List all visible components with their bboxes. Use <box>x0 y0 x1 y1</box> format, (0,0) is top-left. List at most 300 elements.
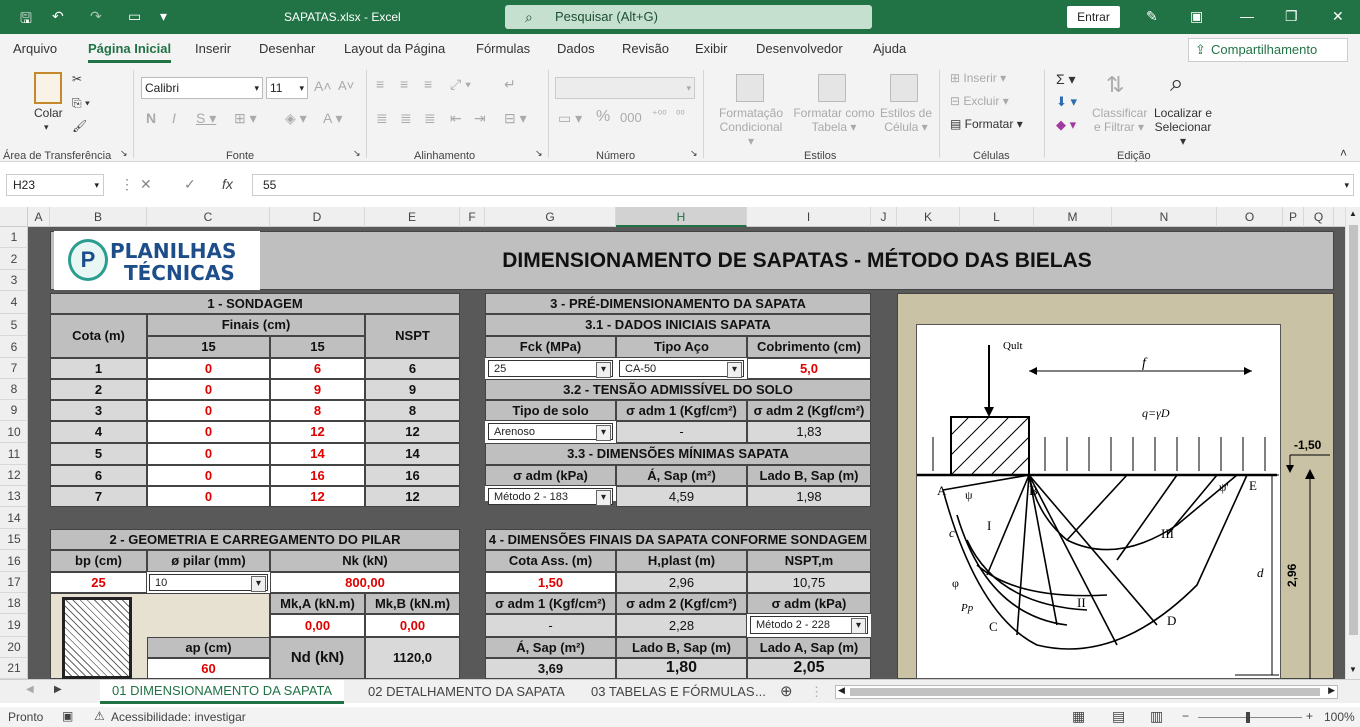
row-header[interactable]: 21 <box>0 658 28 679</box>
row-header[interactable]: 17 <box>0 572 28 593</box>
separator <box>133 70 134 158</box>
title-bar: 🖫 ↶ ↷ ▭ ▾ SAPATAS.xlsx - Excel ⌕ Pesquisar (Alt+G) Entrar ✎ ▣ — ❐ ✕ <box>0 0 1360 34</box>
sheet-frame <box>460 293 485 679</box>
label-E: E <box>1249 478 1257 493</box>
formula-bar-grip-icon: ⋮ <box>120 176 134 192</box>
percent-icon[interactable]: % <box>596 108 611 125</box>
page-title: DIMENSIONAMENTO DE SAPATAS - MÉTODO DAS BIELAS <box>502 248 1092 272</box>
sort-filter-label-2[interactable]: e Filtrar <box>1093 120 1135 134</box>
subsection-header-tensao: 3.2 - TENSÃO ADMISSÍVEL DO SOLO <box>485 379 871 400</box>
font-color-icon[interactable]: A ▾ <box>323 110 343 126</box>
table-cell[interactable]: 4 <box>50 421 147 443</box>
search-box[interactable] <box>505 5 872 29</box>
col-header-nspt-m: NSPT,m <box>747 550 871 572</box>
separator <box>1044 70 1045 158</box>
ap-input[interactable]: 60 <box>147 658 270 679</box>
col-header-mka: Mk,A (kN.m) <box>270 593 365 614</box>
label-c: c <box>949 525 955 540</box>
cell-styles-label[interactable]: Estilos de <box>879 106 933 120</box>
tab-desenhar[interactable]: Desenhar <box>259 41 316 56</box>
sheet-frame <box>1334 227 1345 679</box>
table-cell[interactable]: 0 <box>147 358 270 379</box>
cut-icon[interactable]: ✂ <box>72 72 83 86</box>
ribbon-display-icon[interactable]: ▣ <box>1190 8 1204 24</box>
touch-mode-icon[interactable]: ▭ <box>128 8 142 24</box>
label-height: 2,96 <box>1285 563 1299 587</box>
row-header[interactable]: 16 <box>0 550 28 572</box>
column-header[interactable]: G <box>485 207 616 227</box>
col-header-cota: Cota (m) <box>50 314 147 358</box>
sadm1-value: - <box>616 421 747 443</box>
paste-button[interactable]: Colar <box>34 106 63 120</box>
table-cell[interactable]: 14 <box>270 443 365 465</box>
column-header[interactable]: B <box>50 207 147 227</box>
formula-bar <box>0 170 1360 200</box>
lado-b2-value: 1,80 <box>616 658 747 679</box>
column-header[interactable]: J <box>871 207 897 227</box>
pen-icon[interactable]: ✎ <box>1146 8 1158 24</box>
col-header-area: Á, Sap (m²) <box>616 465 747 486</box>
row-headers <box>0 227 28 679</box>
column-header[interactable]: F <box>460 207 485 227</box>
search-placeholder: Pesquisar (Alt+G) <box>555 9 658 24</box>
decrease-font-icon[interactable]: A˅ <box>338 78 355 93</box>
format-as-table-icon[interactable] <box>818 74 846 102</box>
col-header-sadm-kpa: σ adm (kPa) <box>485 465 616 486</box>
undo-icon[interactable]: ↶ <box>52 8 64 24</box>
row-header[interactable]: 6 <box>0 336 28 358</box>
column-header[interactable]: D <box>270 207 365 227</box>
conditional-format-label[interactable]: Formatação <box>719 106 784 120</box>
scroll-down-icon[interactable]: ▼ <box>1349 665 1357 674</box>
col-header-lado-a: Lado A, Sap (m) <box>747 637 871 658</box>
column-header[interactable]: M <box>1034 207 1112 227</box>
insert-cells-icon: ⊞ <box>950 71 964 85</box>
table-cell[interactable]: 6 <box>50 465 147 486</box>
col-header-finais: Finais (cm) <box>147 314 365 336</box>
cell-styles-label-2[interactable]: Célula <box>884 120 919 134</box>
table-cell[interactable]: 0 <box>147 421 270 443</box>
logo-text-2: TÉCNICAS <box>124 261 235 285</box>
share-button[interactable] <box>1188 38 1348 62</box>
indent-increase-icon[interactable]: ⇥ <box>474 110 486 126</box>
row-header[interactable]: 8 <box>0 379 28 400</box>
number-format-select[interactable]: ▾ <box>555 77 695 99</box>
bp-input[interactable]: 25 <box>50 572 147 593</box>
col-header-15b: 15 <box>270 336 365 358</box>
subsection-header-dim-min: 3.3 - DIMENSÕES MÍNIMAS SAPATA <box>485 443 871 465</box>
col-header-cota-ass: Cota Ass. (m) <box>485 550 616 572</box>
column-header[interactable]: P <box>1283 207 1304 227</box>
zoom-level[interactable]: 100% <box>1324 710 1355 724</box>
sadm2b-value: 2,28 <box>616 614 747 637</box>
align-bottom-icon[interactable]: ≡ <box>424 76 433 92</box>
table-cell[interactable]: 9 <box>270 379 365 400</box>
more-sheets[interactable]: ... <box>755 684 766 699</box>
table-cell[interactable]: 0 <box>147 379 270 400</box>
row-header[interactable]: 19 <box>0 614 28 637</box>
status-bar <box>0 707 1360 727</box>
label-D: D <box>1167 613 1177 628</box>
find-select-label-2[interactable]: Selecionar <box>1154 120 1212 134</box>
tab-dados[interactable]: Dados <box>557 41 595 56</box>
label-q: q=γD <box>1142 406 1170 420</box>
column-header[interactable]: Q <box>1304 207 1334 227</box>
row-header[interactable]: 5 <box>0 314 28 336</box>
area-value: 4,59 <box>616 486 747 507</box>
lado-a-value: 2,05 <box>747 658 871 679</box>
section-header-geometria: 2 - GEOMETRIA E CARREGAMENTO DO PILAR <box>50 529 460 550</box>
column-header[interactable]: K <box>897 207 960 227</box>
section-header-pre-dim: 3 - PRÉ-DIMENSIONAMENTO DA SAPATA <box>485 293 871 314</box>
column-header[interactable]: O <box>1217 207 1283 227</box>
section-header-sondagem: 1 - SONDAGEM <box>50 293 460 314</box>
accounting-icon[interactable]: ▭ ▾ <box>558 110 583 126</box>
tab-pagina-inicial[interactable]: Página Inicial <box>88 41 172 56</box>
formula-value: 55 <box>263 178 277 192</box>
hscroll-thumb[interactable] <box>850 688 1320 696</box>
find-select-icon[interactable]: ⌕ <box>1170 70 1184 97</box>
align-left-icon[interactable]: ≣ <box>376 110 388 126</box>
format-painter-icon[interactable]: 🖌 <box>72 119 88 133</box>
autosum-icon[interactable]: Σ ▾ <box>1056 71 1076 87</box>
ribbon: Colar ▾ ✂ ⎘ ▾ 🖌 Área de Transferência ↘ Calibri ▾ 11 ▾ A˄ A˅ N I S ▾ ⊞ ▾ ◈ ▾ A ▾ Fonte ↘ ≡ ≡ ≡ ⤢ ▾ ↵ ≣ ≣ ≣ ⇤ ⇥ ⊟ ▾ Alinhamento ↘ ▾ ▭ ▾ % 000 ⁺⁰⁰ ⁰⁰ Número ↘ Formatação Condicional ▾ Formatar como Tabela ▾ Estilos de Célula ▾ Estilos ⊞ Inserir ▾ ⊟ Excluir ▾ ▤ Formatar ▾ Células Σ ▾ ⬇ ▾ ◆ ▾ ⇅ Classificar e Filtrar ▾ ⌕ Localizar e Selecionar ▾ Edição ˄ <box>0 64 1360 162</box>
column-headers <box>0 207 1345 227</box>
conditional-format-label-2[interactable]: Condicional <box>719 120 783 134</box>
scroll-right-icon[interactable]: ▶ <box>1328 685 1335 695</box>
cobrimento-input[interactable]: 5,0 <box>747 358 871 379</box>
table-cell[interactable]: 2 <box>50 379 147 400</box>
table-cell[interactable]: 12 <box>270 421 365 443</box>
sheet-frame <box>28 227 50 679</box>
normal-view-icon[interactable]: ▦ <box>1072 708 1086 724</box>
table-cell[interactable]: 9 <box>365 379 460 400</box>
label-B: B <box>1029 483 1038 498</box>
alignment-group-label: Alinhamento <box>414 150 476 162</box>
depth-dimension-svg <box>1282 427 1334 679</box>
tipo-solo-select[interactable]: Arenoso ▾ <box>488 423 613 440</box>
copy-icon[interactable]: ⎘ ▾ <box>72 96 90 110</box>
nk-input[interactable]: 800,00 <box>270 572 460 593</box>
col-header-mkb: Mk,B (kN.m) <box>365 593 460 614</box>
alignment-launcher-icon[interactable]: ↘ <box>535 148 543 158</box>
tab-ajuda[interactable]: Ajuda <box>873 41 907 56</box>
col-header-sadm1: σ adm 1 (Kgf/cm²) <box>616 400 747 421</box>
align-middle-icon[interactable]: ≡ <box>400 76 409 92</box>
column-header[interactable]: N <box>1112 207 1217 227</box>
vertical-scrollbar[interactable] <box>1345 207 1360 679</box>
col-header-aco: Tipo Aço <box>616 336 747 358</box>
cells-group-label: Células <box>973 150 1010 162</box>
status-ready: Pronto <box>8 710 44 724</box>
font-name-value: Calibri <box>145 81 180 95</box>
column-header[interactable]: I <box>747 207 871 227</box>
font-launcher-icon[interactable]: ↘ <box>353 148 361 158</box>
worksheet-grid[interactable] <box>28 227 1345 679</box>
tab-splitter-icon[interactable]: ⋮ <box>810 684 823 699</box>
fck-select[interactable]: 25 ▾ <box>488 360 613 377</box>
tab-exibir[interactable]: Exibir <box>695 41 728 56</box>
minimize-icon[interactable]: — <box>1240 8 1254 24</box>
paste-dropdown-icon[interactable]: ▾ <box>44 122 49 132</box>
sort-filter-icon[interactable]: ⇅ <box>1106 72 1125 97</box>
label-d: d <box>1257 565 1264 580</box>
label-pp: Pp <box>961 602 974 614</box>
fill-icon[interactable]: ⬇ ▾ <box>1056 94 1078 109</box>
align-top-icon[interactable]: ≡ <box>376 76 385 92</box>
accessibility-icon[interactable]: ⚠ <box>94 709 105 723</box>
label-phi: φ <box>952 576 959 590</box>
paste-icon[interactable] <box>34 72 62 104</box>
nspt-m-value: 10,75 <box>747 572 871 593</box>
select-all-corner[interactable] <box>0 207 28 227</box>
phi-select[interactable]: 10 ▾ <box>149 574 268 591</box>
font-group-label: Fonte <box>226 150 255 162</box>
table-cell[interactable]: 6 <box>270 358 365 379</box>
table-cell[interactable]: 8 <box>365 400 460 421</box>
sheet-frame <box>871 293 897 679</box>
row-header[interactable]: 20 <box>0 637 28 658</box>
row-header[interactable]: 2 <box>0 248 28 270</box>
row-header[interactable]: 4 <box>0 291 28 314</box>
label-qult: Qult <box>1003 340 1023 352</box>
macro-record-icon[interactable]: ▣ <box>62 709 74 723</box>
table-cell[interactable]: 5 <box>50 443 147 465</box>
aco-select[interactable]: CA-50 ▾ <box>619 360 744 377</box>
row-header[interactable]: 9 <box>0 400 28 421</box>
insert-cells-button[interactable]: Inserir <box>963 71 997 85</box>
col-header-area-b: Á, Sap (m²) <box>485 637 616 658</box>
font-size-value: 11 <box>270 81 283 95</box>
zoom-in-icon[interactable]: + <box>1306 709 1314 723</box>
area-b-value: 3,69 <box>485 658 616 679</box>
row-header[interactable]: 7 <box>0 358 28 379</box>
row-header[interactable]: 13 <box>0 486 28 507</box>
wrap-text-icon[interactable]: ↵ <box>504 76 516 92</box>
separator <box>939 70 940 158</box>
number-launcher-icon[interactable]: ↘ <box>690 148 698 158</box>
table-cell[interactable]: 0 <box>147 400 270 421</box>
label-f: f <box>1142 356 1146 371</box>
comma-style-icon[interactable]: 000 <box>620 110 642 125</box>
column-header[interactable]: H <box>616 207 747 227</box>
col-header-cob: Cobrimento (cm) <box>747 336 871 358</box>
table-cell[interactable]: 12 <box>270 486 365 507</box>
separator <box>366 70 367 158</box>
row-header[interactable]: 12 <box>0 465 28 486</box>
pillar-section-drawing <box>62 597 132 679</box>
ribbon-tabs <box>0 34 1360 64</box>
label-C: C <box>989 619 998 634</box>
table-cell[interactable]: 14 <box>365 443 460 465</box>
tab-revisao[interactable]: Revisão <box>622 41 669 56</box>
page-layout-view-icon[interactable]: ▤ <box>1112 708 1126 724</box>
app-name: Excel <box>371 10 401 24</box>
label-A: A <box>937 483 947 498</box>
scroll-thumb[interactable] <box>1349 225 1358 635</box>
close-icon[interactable]: ✕ <box>1332 8 1344 24</box>
increase-decimal-icon[interactable]: ⁺⁰⁰ <box>652 109 667 121</box>
col-header-sadm-kpa-b: σ adm (kPa) <box>747 593 871 614</box>
col-header-sadm2b: σ adm 2 (Kgf/cm²) <box>616 593 747 614</box>
table-cell[interactable]: 12 <box>365 421 460 443</box>
tab-formulas[interactable]: Fórmulas <box>476 41 531 56</box>
format-cells-button[interactable]: Formatar <box>964 117 1014 131</box>
table-cell[interactable]: 3 <box>50 400 147 421</box>
column-header[interactable]: C <box>147 207 270 227</box>
clipboard-launcher-icon[interactable]: ↘ <box>120 148 128 158</box>
share-icon: ⇪ <box>1195 42 1206 57</box>
col-header-nk: Nk (kN) <box>270 550 460 572</box>
cancel-entry-icon[interactable]: ✕ <box>140 176 152 192</box>
indent-decrease-icon[interactable]: ⇤ <box>450 110 462 126</box>
col-header-15a: 15 <box>147 336 270 358</box>
tab-inserir[interactable]: Inserir <box>195 41 232 56</box>
col-header-lado-b2: Lado B, Sap (m) <box>616 637 747 658</box>
hplast-value: 2,96 <box>616 572 747 593</box>
column-header[interactable]: E <box>365 207 460 227</box>
borders-icon[interactable]: ⊞ ▾ <box>234 110 257 126</box>
col-header-phi: ø pilar (mm) <box>147 550 270 572</box>
table-cell[interactable]: 7 <box>50 486 147 507</box>
col-header-fck: Fck (MPa) <box>485 336 616 358</box>
zoom-slider[interactable] <box>1198 717 1302 718</box>
redo-icon[interactable]: ↷ <box>90 8 102 24</box>
zoom-out-icon[interactable]: − <box>1182 709 1190 723</box>
logo <box>54 231 260 290</box>
underline-icon[interactable]: S ▾ <box>196 110 217 126</box>
label-depth: -1,50 <box>1294 438 1322 452</box>
col-header-sadm1b: σ adm 1 (Kgf/cm²) <box>485 593 616 614</box>
tab-desenvolvedor[interactable]: Desenvolvedor <box>756 41 843 56</box>
align-right-icon[interactable]: ≣ <box>424 110 436 126</box>
row-header[interactable]: 11 <box>0 443 28 465</box>
sign-in-button[interactable]: Entrar <box>1067 6 1120 28</box>
format-as-table-label-2[interactable]: Tabela <box>811 120 847 134</box>
row-header[interactable]: 14 <box>0 507 28 529</box>
font-size-select[interactable]: 11 ▾ <box>266 77 308 99</box>
share-label: Compartilhamento <box>1211 42 1318 57</box>
cota-ass-input[interactable]: 1,50 <box>485 572 616 593</box>
next-sheet-icon[interactable]: ▶ <box>54 684 62 695</box>
col-header-ap: ap (cm) <box>147 637 270 658</box>
scroll-left-icon[interactable]: ◀ <box>838 685 845 695</box>
subsection-header-dados: 3.1 - DADOS INICIAIS SAPATA <box>485 314 871 336</box>
table-cell[interactable]: 16 <box>365 465 460 486</box>
col-header-nspt: NSPT <box>365 314 460 358</box>
column-header[interactable]: A <box>28 207 50 227</box>
col-header-sadm2: σ adm 2 (Kgf/cm²) <box>747 400 871 421</box>
file-name: SAPATAS.xlsx <box>284 10 361 24</box>
nd-value: 1120,0 <box>365 637 460 679</box>
col-header-tipo-solo: Tipo de solo <box>485 400 616 421</box>
sheet-tab-bar <box>0 679 1360 703</box>
row-header[interactable]: 10 <box>0 421 28 443</box>
separator <box>703 70 704 158</box>
bearing-diagram-svg <box>917 325 1281 679</box>
table-cell[interactable]: 0 <box>147 443 270 465</box>
clear-icon[interactable]: ◆ ▾ <box>1056 117 1077 132</box>
sadm-method-select[interactable]: Método 2 - 183 ▾ <box>488 488 613 505</box>
name-box[interactable]: H23 ▾ <box>6 174 104 196</box>
table-cell[interactable]: 0 <box>147 486 270 507</box>
col-header-lado-b: Lado B, Sap (m) <box>747 465 871 486</box>
tab-layout[interactable]: Layout da Página <box>344 41 446 56</box>
conditional-format-icon[interactable] <box>736 74 764 102</box>
row-header[interactable]: 18 <box>0 593 28 614</box>
table-cell[interactable]: 16 <box>270 465 365 486</box>
search-icon: ⌕ <box>525 9 533 25</box>
table-cell[interactable]: 0 <box>147 465 270 486</box>
column-header[interactable]: L <box>960 207 1034 227</box>
page-break-view-icon[interactable]: ▥ <box>1150 708 1164 724</box>
mkb-input[interactable]: 0,00 <box>365 614 460 637</box>
cell-styles-icon[interactable] <box>890 74 918 102</box>
label-II: II <box>1077 595 1086 610</box>
col-header-hplast: H,plast (m) <box>616 550 747 572</box>
table-cell[interactable]: 6 <box>365 358 460 379</box>
table-cell[interactable]: 1 <box>50 358 147 379</box>
sadm-method-select-b[interactable]: Método 2 - 228 ▾ <box>750 616 868 634</box>
confirm-entry-icon[interactable]: ✓ <box>184 176 196 192</box>
format-cells-icon: ▤ <box>950 117 965 131</box>
formula-input[interactable]: 55 ▾ <box>252 174 1354 196</box>
accessibility-status[interactable]: Acessibilidade: investigar <box>111 710 246 724</box>
format-as-table-label[interactable]: Formatar como <box>793 106 875 120</box>
align-center-icon[interactable]: ≣ <box>400 110 412 126</box>
add-sheet-icon[interactable]: ⊕ <box>780 683 793 700</box>
table-cell[interactable]: 12 <box>365 486 460 507</box>
col-header-bp: bp (cm) <box>50 550 147 572</box>
tab-sheet-1[interactable]: 01 DIMENSIONAMENTO DA SAPATA <box>100 680 344 704</box>
label-psi: ψ <box>965 488 973 502</box>
merge-center-icon[interactable]: ⊟ ▾ <box>504 110 527 126</box>
delete-cells-icon: ⊟ <box>950 94 964 108</box>
customize-qat-icon[interactable]: ▾ <box>160 8 168 24</box>
table-cell[interactable]: 8 <box>270 400 365 421</box>
sort-filter-label[interactable]: Classificar <box>1092 106 1148 120</box>
font-name-select[interactable]: Calibri ▾ <box>141 77 263 99</box>
save-icon[interactable]: 🖫 <box>20 10 32 26</box>
styles-group-label: Estilos <box>804 150 837 162</box>
scroll-up-icon[interactable]: ▲ <box>1349 209 1357 218</box>
orientation-icon[interactable]: ⤢ ▾ <box>450 76 471 92</box>
increase-font-icon[interactable]: A˄ <box>314 78 332 94</box>
fill-color-icon[interactable]: ◈ ▾ <box>285 110 307 126</box>
zoom-slider-thumb[interactable] <box>1246 712 1250 723</box>
sadm1b-value: - <box>485 614 616 637</box>
italic-icon[interactable]: I <box>172 110 176 126</box>
tab-arquivo[interactable]: Arquivo <box>13 41 58 56</box>
horizontal-scrollbar[interactable] <box>835 685 1338 699</box>
row-header[interactable]: 1 <box>0 227 28 248</box>
restore-icon[interactable]: ❐ <box>1285 8 1298 24</box>
label-I: I <box>987 518 992 533</box>
tab-sheet-3[interactable]: 03 TABELAS E FÓRMULAS <box>591 684 755 699</box>
bold-icon[interactable]: N <box>146 110 157 126</box>
tab-sheet-2[interactable]: 02 DETALHAMENTO DA SAPATA <box>368 684 565 699</box>
find-select-label[interactable]: Localizar e <box>1153 106 1213 120</box>
delete-cells-button[interactable]: Excluir <box>963 94 1000 108</box>
collapse-ribbon-icon[interactable]: ˄ <box>1340 146 1348 160</box>
label-III: III <box>1161 526 1174 541</box>
mka-input[interactable]: 0,00 <box>270 614 365 637</box>
insert-function-icon[interactable]: fx <box>222 176 233 192</box>
prev-sheet-icon[interactable]: ◀ <box>26 684 34 695</box>
row-header[interactable]: 15 <box>0 529 28 550</box>
decrease-decimal-icon[interactable]: ⁰⁰ <box>676 109 685 121</box>
row-header[interactable]: 3 <box>0 270 28 291</box>
